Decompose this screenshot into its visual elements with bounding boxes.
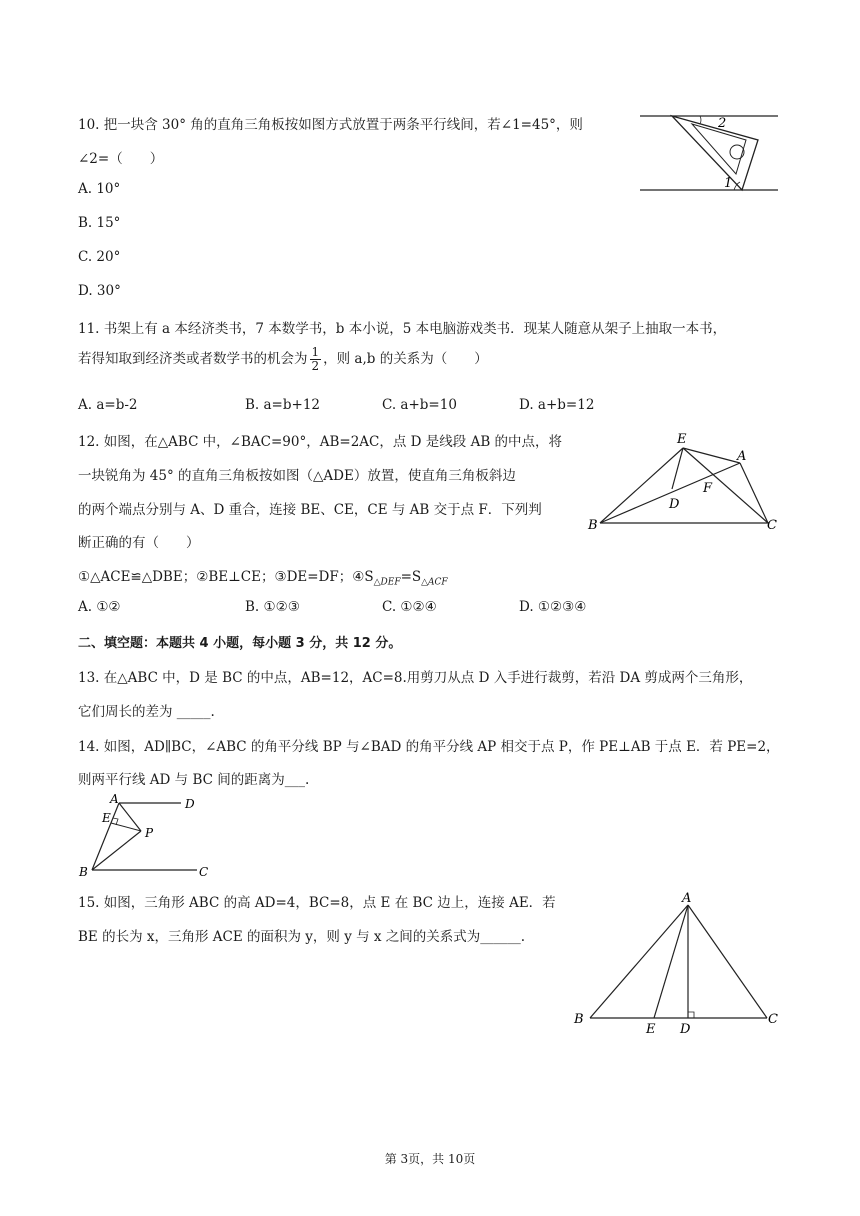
q10-option-d: D. 30° [78,283,121,299]
q15-stem-line1: 15. 如图，三角形 ABC 的高 AD=4，BC=8，点 E 在 BC 边上，连接 AE．若 [78,895,556,911]
q12-option-c: C. ①②④ [382,599,437,615]
q15-label-a: A [682,891,692,906]
q10-stem-line1: 10. 把一块含 30° 角的直角三角板按如图方式放置于两条平行线间，若∠1=45°，则 [78,117,583,133]
q11-option-d: D. a+b=12 [519,397,595,413]
q12-statements [78,565,448,588]
q12-subscript-acf: △ACF [421,577,448,588]
q12-label-f: F [703,481,713,496]
q10-label-2: 2 [718,116,727,131]
q11-option-a: A. a=b-2 [78,397,138,413]
section-heading-fill-in: 二、填空题：本题共 4 小题，每小题 3 分，共 12 分。 [78,636,402,651]
q12-option-a: A. ①② [78,599,121,615]
q14-figure [75,792,215,882]
q14-label-d: D [185,797,195,811]
q10-stem-line2: ∠2=（ ） [78,151,164,167]
q11-option-c: C. a+b=10 [382,397,457,413]
q12-subscript-def: △DEF [373,577,401,588]
q10-label-1: 1 [724,176,733,191]
q12-stem-line2: 一块锐角为 45° 的直角三角板按如图（△ADE）放置，使直角三角板斜边 [78,468,516,484]
q14-label-b: B [79,865,88,879]
q12-statements-pre: ①△ACE≌△DBE；②BE⊥CE；③DE=DF；④S [78,569,374,585]
q10-figure [640,110,780,195]
q12-label-a: A [737,449,747,464]
q13-stem-line1: 13. 在△ABC 中，D 是 BC 的中点，AB=12，AC=8.用剪刀从点 D 入手进行裁剪，若沿 DA 剪成两个三角形， [78,670,753,686]
q15-label-c: C [768,1012,778,1027]
q12-statements-mid: =S [400,569,422,585]
q14-stem-line2: 则两平行线 AD 与 BC 间的距离为___. [78,772,310,788]
q12-label-d: D [669,497,680,512]
q13-stem-line2: 它们周长的差为 _____. [78,704,215,720]
q15-label-b: B [574,1012,584,1027]
q14-label-c: C [199,865,209,879]
q12-option-d: D. ①②③④ [519,599,587,615]
q11-stem-line2-post: ，则 a,b 的关系为（ ） [323,351,488,367]
q15-label-e: E [646,1022,656,1037]
q11-stem-line2 [78,346,488,373]
q11-fraction-denominator: 2 [311,359,320,373]
q12-label-e: E [677,432,687,447]
q15-stem-line2: BE 的长为 x，三角形 ACE 的面积为 y，则 y 与 x 之间的关系式为______. [78,929,526,945]
q12-stem-line3: 的两个端点分别与 A、D 重合，连接 BE、CE，CE 与 AB 交于点 F．下列判 [78,502,542,518]
q11-stem-line1: 11. 书架上有 a 本经济类书，7 本数学书，b 本小说，5 本电脑游戏类书．现某人随意从架子上抽取一本书， [78,321,727,337]
q11-stem-line2-pre: 若得知取到经济类或者数学书的机会为 [78,351,308,367]
q12-label-c: C [767,518,777,533]
q12-figure [585,428,785,538]
q14-label-e: E [102,811,111,825]
q12-stem-line4: 断正确的有（ ） [78,535,200,551]
q11-fraction-numerator: 1 [311,345,320,359]
q14-label-p: P [145,826,154,840]
q11-fraction [310,346,322,373]
page-footer: 第 3页，共 10页 [384,1152,476,1166]
q15-figure [570,888,785,1038]
q12-stem-line1: 12. 如图，在△ABC 中，∠BAC=90°，AB=2AC，点 D 是线段 AB 的中点，将 [78,434,563,450]
q15-label-d: D [680,1022,691,1037]
q14-label-a: A [110,792,119,806]
q11-option-b: B. a=b+12 [245,397,320,413]
q10-option-a: A. 10° [78,181,121,197]
q10-option-c: C. 20° [78,249,121,265]
q14-stem-line1: 14. 如图，AD∥BC，∠ABC 的角平分线 BP 与∠BAD 的角平分线 AP 相交于点 P，作 PE⊥AB 于点 E．若 PE=2， [78,739,780,755]
q10-option-b: B. 15° [78,215,121,231]
q12-option-b: B. ①②③ [245,599,300,615]
q12-label-b: B [588,518,598,533]
